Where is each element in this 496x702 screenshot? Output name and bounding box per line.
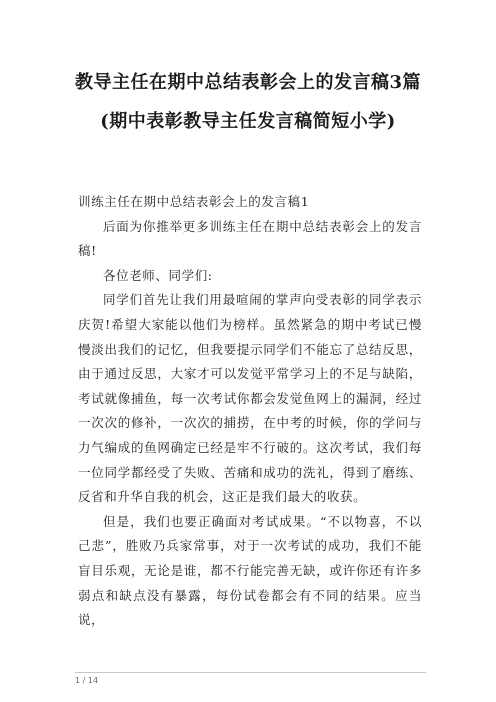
document-title: 教导主任在期中总结表彰会上的发言稿3篇 [74,72,422,93]
document-subtitle: (期中表彰教导主任发言稿简短小学) [100,111,396,132]
paragraph-second: 但是，我们也要正确面对考试成果。“不以物喜，不以己悲”，胜败乃兵家常事，对于一次考试的成功，我们不能盲目乐观，无论是谁，都不行能完善无缺，或许你还有许多弱点和缺点没有暴露，每份试卷都会有不同的结果。应当说， [78,513,422,628]
page-indicator: 1 / 14 [75,676,99,685]
paragraph-intro: 后面为你推举更多训练主任在期中总结表彰会上的发言稿! [78,218,422,259]
paragraph-heading: 训练主任在期中总结表彰会上的发言稿1 [78,194,310,209]
paragraph-greeting: 各位老师、同学们: [103,267,213,283]
paragraph-main: 同学们首先让我们用最喧闹的掌声向受表彰的同学表示庆贺!希望大家能以他们为榜样。虽然紧急的期中考试已慢慢淡出我们的记忆，但我要提示同学们不能忘了总结反思，由于通过反思，大家才可以发觉平常学习上的不足与缺陷，考试就像捕鱼，每一次考试你都会发觉鱼网上的漏洞，经过一次次的修补，一次次的捕捞，在中考的时候，你的学问与力气编成的鱼网确定已经是牢不行破的。这次考试，我们每一位同学都经受了失败、苦痛和成功的洗礼，得到了磨练、反省和升华自我的机会，这正是我们最大的收获。 [78,292,422,505]
page-footer [75,672,426,685]
document-body [78,190,422,633]
